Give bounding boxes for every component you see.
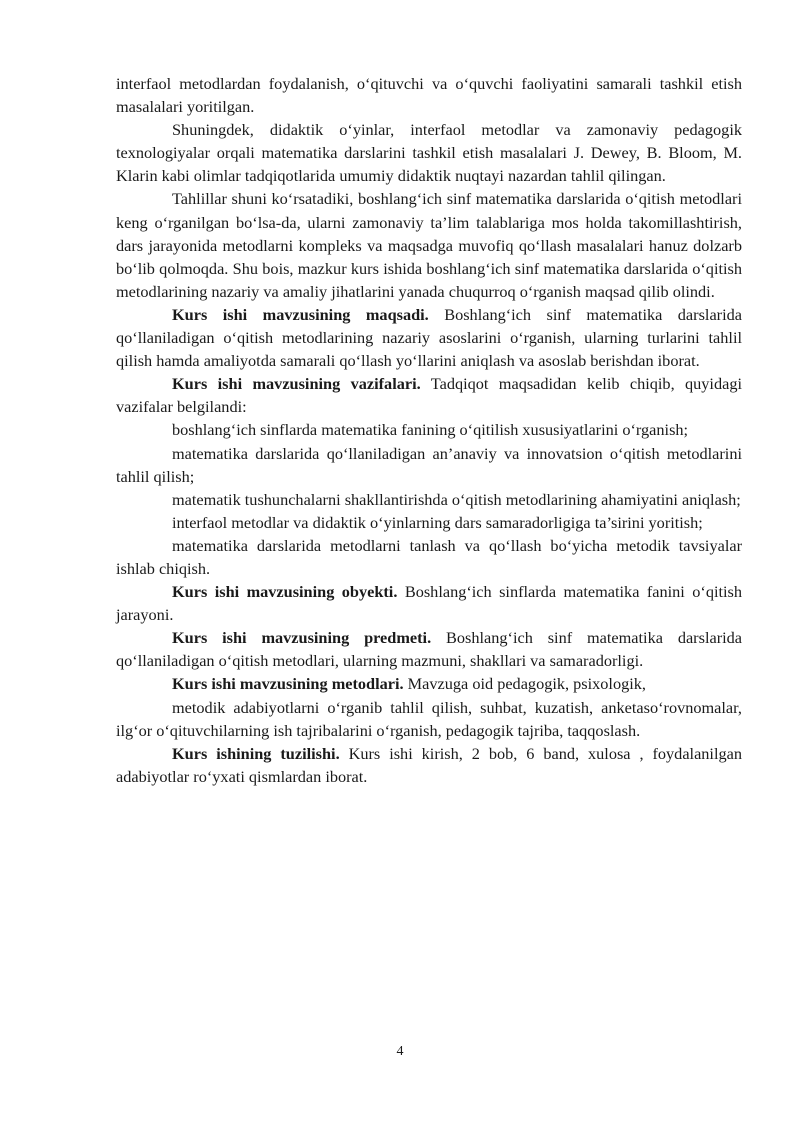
structure-heading: Kurs ishining tuzilishi. <box>172 743 340 763</box>
subject-paragraph <box>116 626 742 672</box>
task-text: interfaol metodlar va didaktik o‘yinlarning dars samaradorligiga ta’sirini yoritish; <box>172 512 703 532</box>
paragraph-text: Tadqiqot maqsadidan kelib chiqib, quyidagi vazifalar belgilandi: <box>116 374 742 417</box>
task-item-2 <box>116 442 742 488</box>
methods-continuation <box>116 696 742 742</box>
paragraph-text: Mavzuga oid pedagogik, psixologik, <box>407 674 646 694</box>
paragraph-3 <box>116 187 742 302</box>
task-text: matematik tushunchalarni shakllantirishda o‘qitish metodlarining ahamiyatini aniqlash; <box>172 489 741 509</box>
paragraph-text: Boshlang‘ich sinf matematika darslarida qo‘llaniladigan o‘qitish metodlarining nazariy asoslarini o‘rganish, ularning turlarini tahlil qilish hamda amaliyotda samarali qo‘llash yo‘llarini aniqlash va asoslab berishdan iborat. <box>116 304 742 371</box>
task-text: matematika darslarida qo‘llaniladigan an’anaviy va innovatsion o‘qitish metodlarini tahlil qilish; <box>116 443 742 486</box>
methods-paragraph <box>116 672 742 695</box>
paragraph-2 <box>116 118 742 187</box>
methods-heading: Kurs ishi mavzusining metodlari. <box>172 674 404 694</box>
paragraph-text: interfaol metodlardan foydalanish, o‘qituvchi va o‘quvchi faoliyatini samarali tashkil etish masalalari yoritilgan. <box>116 74 742 117</box>
task-item-3 <box>116 488 742 511</box>
structure-paragraph <box>116 742 742 788</box>
object-heading: Kurs ishi mavzusining obyekti. <box>172 582 398 602</box>
document-body <box>116 72 742 788</box>
paragraph-text: Tahlillar shuni ko‘rsatadiki, boshlang‘ich sinf matematika darslarida o‘qitish metodlari keng o‘rganilgan bo‘lsa-da, ularni zamonaviy ta’lim talablariga mos holda takomillashtirish, dars jarayonida metodlarni kompleks va maqsadga muvofiq qo‘llash masalalari hanuz dolzarb bo‘lib qolmoqda. Shu bois, mazkur kurs ishida boshlang‘ich sinf matematika darslarida o‘qitish metodlarining nazariy va amaliy jihatlarini yanada chuqurroq o‘rganish maqsad qilib olindi. <box>116 189 742 301</box>
task-item-1 <box>116 418 742 441</box>
task-item-5 <box>116 534 742 580</box>
task-item-4 <box>116 511 742 534</box>
tasks-paragraph <box>116 372 742 418</box>
paragraph-text: Boshlang‘ich sinf matematika darslarida qo‘llaniladigan o‘qitish metodlari, ularning mazmuni, shakllari va samaradorligi. <box>116 628 742 671</box>
paragraph-1 <box>116 72 742 118</box>
subject-heading: Kurs ishi mavzusining predmeti. <box>172 628 432 648</box>
task-text: boshlang‘ich sinflarda matematika fanining o‘qitilish xususiyatlarini o‘rganish; <box>172 420 689 440</box>
goal-paragraph <box>116 303 742 372</box>
goal-heading: Kurs ishi mavzusining maqsadi. <box>172 304 429 324</box>
tasks-heading: Kurs ishi mavzusining vazifalari. <box>172 374 421 394</box>
paragraph-text: Shuningdek, didaktik o‘yinlar, interfaol metodlar va zamonaviy pedagogik texnologiyalar orqali matematika darslarini tashkil etish masalalari J. Dewey, B. Bloom, M. Klarin kabi olimlar tadqiqotlarida umumiy didaktik nuqtayi nazardan tahlil qilingan. <box>116 120 742 186</box>
page-number: 4 <box>396 1044 404 1059</box>
paragraph-text: metodik adabiyotlarni o‘rganib tahlil qilish, suhbat, kuzatish, anketaso‘rovnomalar, ilg‘or o‘qituvchilarning ish tajribalarini o‘rganish, pedagogik tajriba, taqqoslash. <box>116 697 742 740</box>
paragraph-text: Boshlang‘ich sinflarda matematika fanini o‘qitish jarayoni. <box>116 582 743 625</box>
paragraph-text: Kurs ishi kirish, 2 bob, 6 band, xulosa , foydalanilgan adabiyotlar ro‘yxati qismlardan iborat. <box>116 743 742 786</box>
task-text: matematika darslarida metodlarni tanlash va qo‘llash bo‘yicha metodik tavsiyalar ishlab chiqish. <box>116 535 742 578</box>
object-paragraph <box>116 580 742 626</box>
